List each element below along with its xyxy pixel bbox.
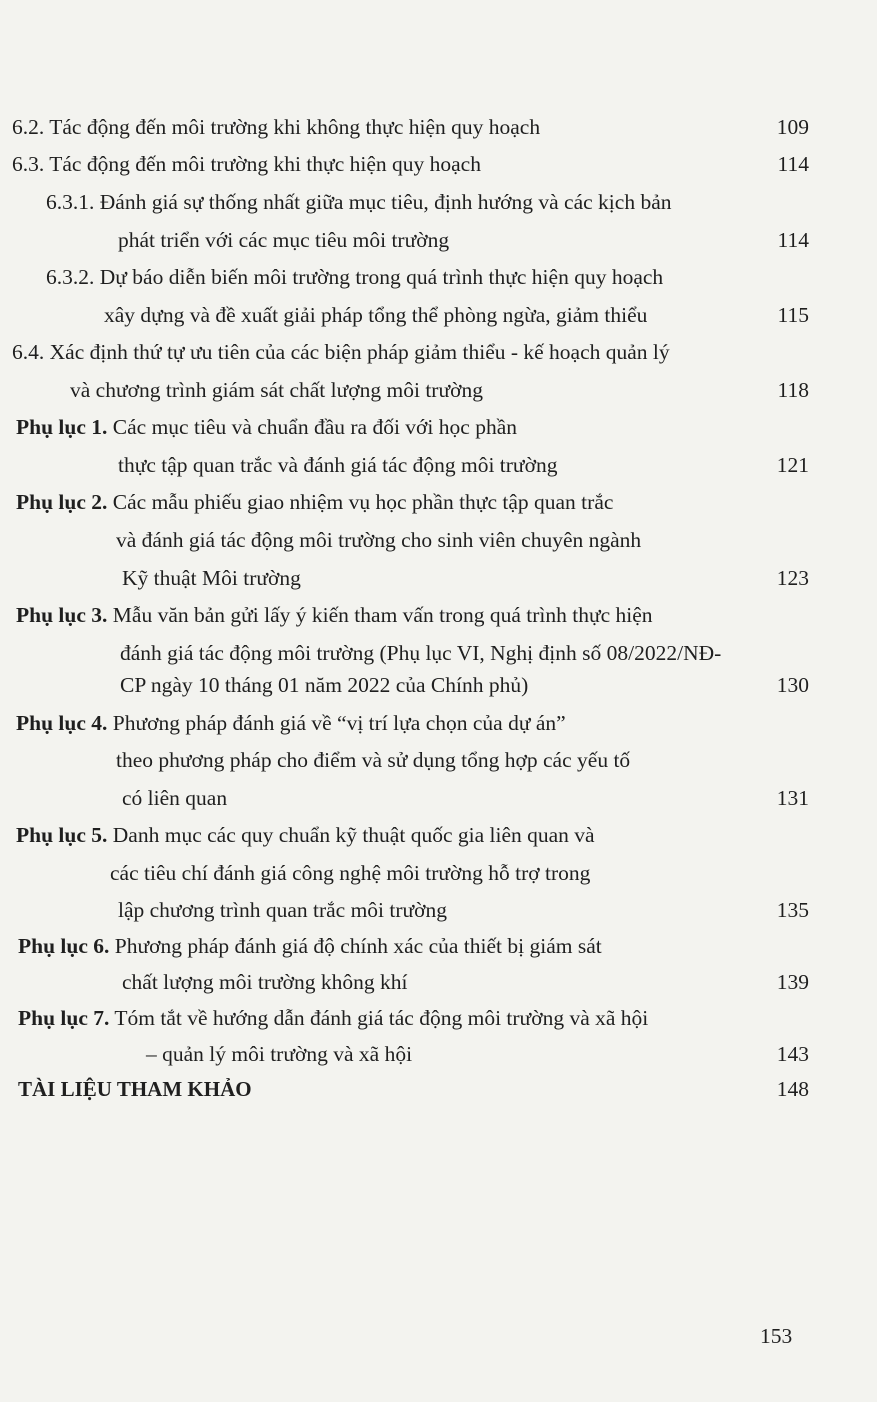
appendix-label: Phụ lục 1. — [16, 415, 108, 439]
appendix-2 — [16, 489, 613, 515]
toc-line: Kỹ thuật Môi trường — [122, 566, 301, 590]
toc-page-number: 130 — [776, 673, 809, 697]
page-number: 153 — [760, 1324, 793, 1348]
appendix-5 — [16, 822, 595, 848]
toc-line: đánh giá tác động môi trường (Phụ lục VI, Nghị định số 08/2022/NĐ- — [120, 641, 722, 665]
toc-line: 6.2. Tác động đến môi trường khi không thực hiện quy hoạch — [12, 115, 541, 139]
appendix-3 — [16, 602, 653, 628]
appendix-4 — [16, 710, 566, 736]
toc-page-number: 131 — [776, 786, 809, 810]
toc-line: 6.3.1. Đánh giá sự thống nhất giữa mục tiêu, định hướng và các kịch bản — [46, 190, 672, 214]
appendix-7 — [18, 1005, 648, 1031]
toc-line: theo phương pháp cho điểm và sử dụng tổng hợp các yếu tố — [116, 748, 631, 772]
toc-line: 6.3.2. Dự báo diễn biến môi trường trong quá trình thực hiện quy hoạch — [46, 265, 664, 289]
toc-page-number: 135 — [776, 898, 809, 922]
toc-page-number: 121 — [776, 453, 809, 477]
appendix-label: Phụ lục 4. — [16, 711, 108, 735]
toc-line: Phương pháp đánh giá độ chính xác của thiết bị giám sát — [114, 934, 602, 958]
toc-line: 6.4. Xác định thứ tự ưu tiên của các biện pháp giảm thiểu - kế hoạch quản lý — [12, 340, 670, 364]
toc-line: và đánh giá tác động môi trường cho sinh viên chuyên ngành — [116, 528, 642, 552]
toc-line: CP ngày 10 tháng 01 năm 2022 của Chính phủ) — [120, 673, 529, 697]
toc-page-number: 123 — [776, 566, 809, 590]
toc-line: Các mẫu phiếu giao nhiệm vụ học phần thực tập quan trắc — [112, 490, 614, 514]
toc-line: phát triển với các mục tiêu môi trường — [118, 228, 450, 252]
appendix-6 — [18, 933, 602, 959]
appendix-label: Phụ lục 6. — [18, 934, 110, 958]
toc-page-number: 109 — [776, 115, 809, 139]
toc-line: các tiêu chí đánh giá công nghệ môi trường hỗ trợ trong — [110, 861, 591, 885]
appendix-label: Phụ lục 2. — [16, 490, 108, 514]
toc-page-number: 118 — [777, 378, 809, 402]
toc-line: có liên quan — [122, 786, 228, 810]
toc-line: thực tập quan trắc và đánh giá tác động môi trường — [118, 453, 558, 477]
toc-line: Mẫu văn bản gửi lấy ý kiến tham vấn trong quá trình thực hiện — [112, 603, 653, 627]
references-heading: TÀI LIỆU THAM KHẢO — [18, 1077, 252, 1101]
toc-page-number: 139 — [776, 970, 809, 994]
toc-page-number: 143 — [776, 1042, 809, 1066]
toc-line: xây dựng và đề xuất giải pháp tổng thể phòng ngừa, giảm thiểu — [104, 303, 648, 327]
toc-page-number: 115 — [777, 303, 809, 327]
toc-line: Phương pháp đánh giá về “vị trí lựa chọn của dự án” — [112, 711, 566, 735]
toc-line: 6.3. Tác động đến môi trường khi thực hiện quy hoạch — [12, 152, 481, 176]
toc-page-number: 148 — [776, 1077, 809, 1101]
toc-line: Các mục tiêu và chuẩn đầu ra đối với học phần — [112, 415, 517, 439]
toc-line: lập chương trình quan trắc môi trường — [118, 898, 448, 922]
toc-line: và chương trình giám sát chất lượng môi trường — [70, 378, 483, 402]
toc-line: – quản lý môi trường và xã hội — [146, 1042, 413, 1066]
toc-page-number: 114 — [777, 152, 809, 176]
appendix-label: Phụ lục 5. — [16, 823, 108, 847]
toc-page-number: 114 — [777, 228, 809, 252]
toc-line: Tóm tắt về hướng dẫn đánh giá tác động môi trường và xã hội — [114, 1006, 649, 1030]
toc-line: chất lượng môi trường không khí — [122, 970, 408, 994]
toc-line: Danh mục các quy chuẩn kỹ thuật quốc gia liên quan và — [112, 823, 595, 847]
appendix-label: Phụ lục 7. — [18, 1006, 110, 1030]
appendix-label: Phụ lục 3. — [16, 603, 108, 627]
appendix-1 — [16, 414, 517, 440]
